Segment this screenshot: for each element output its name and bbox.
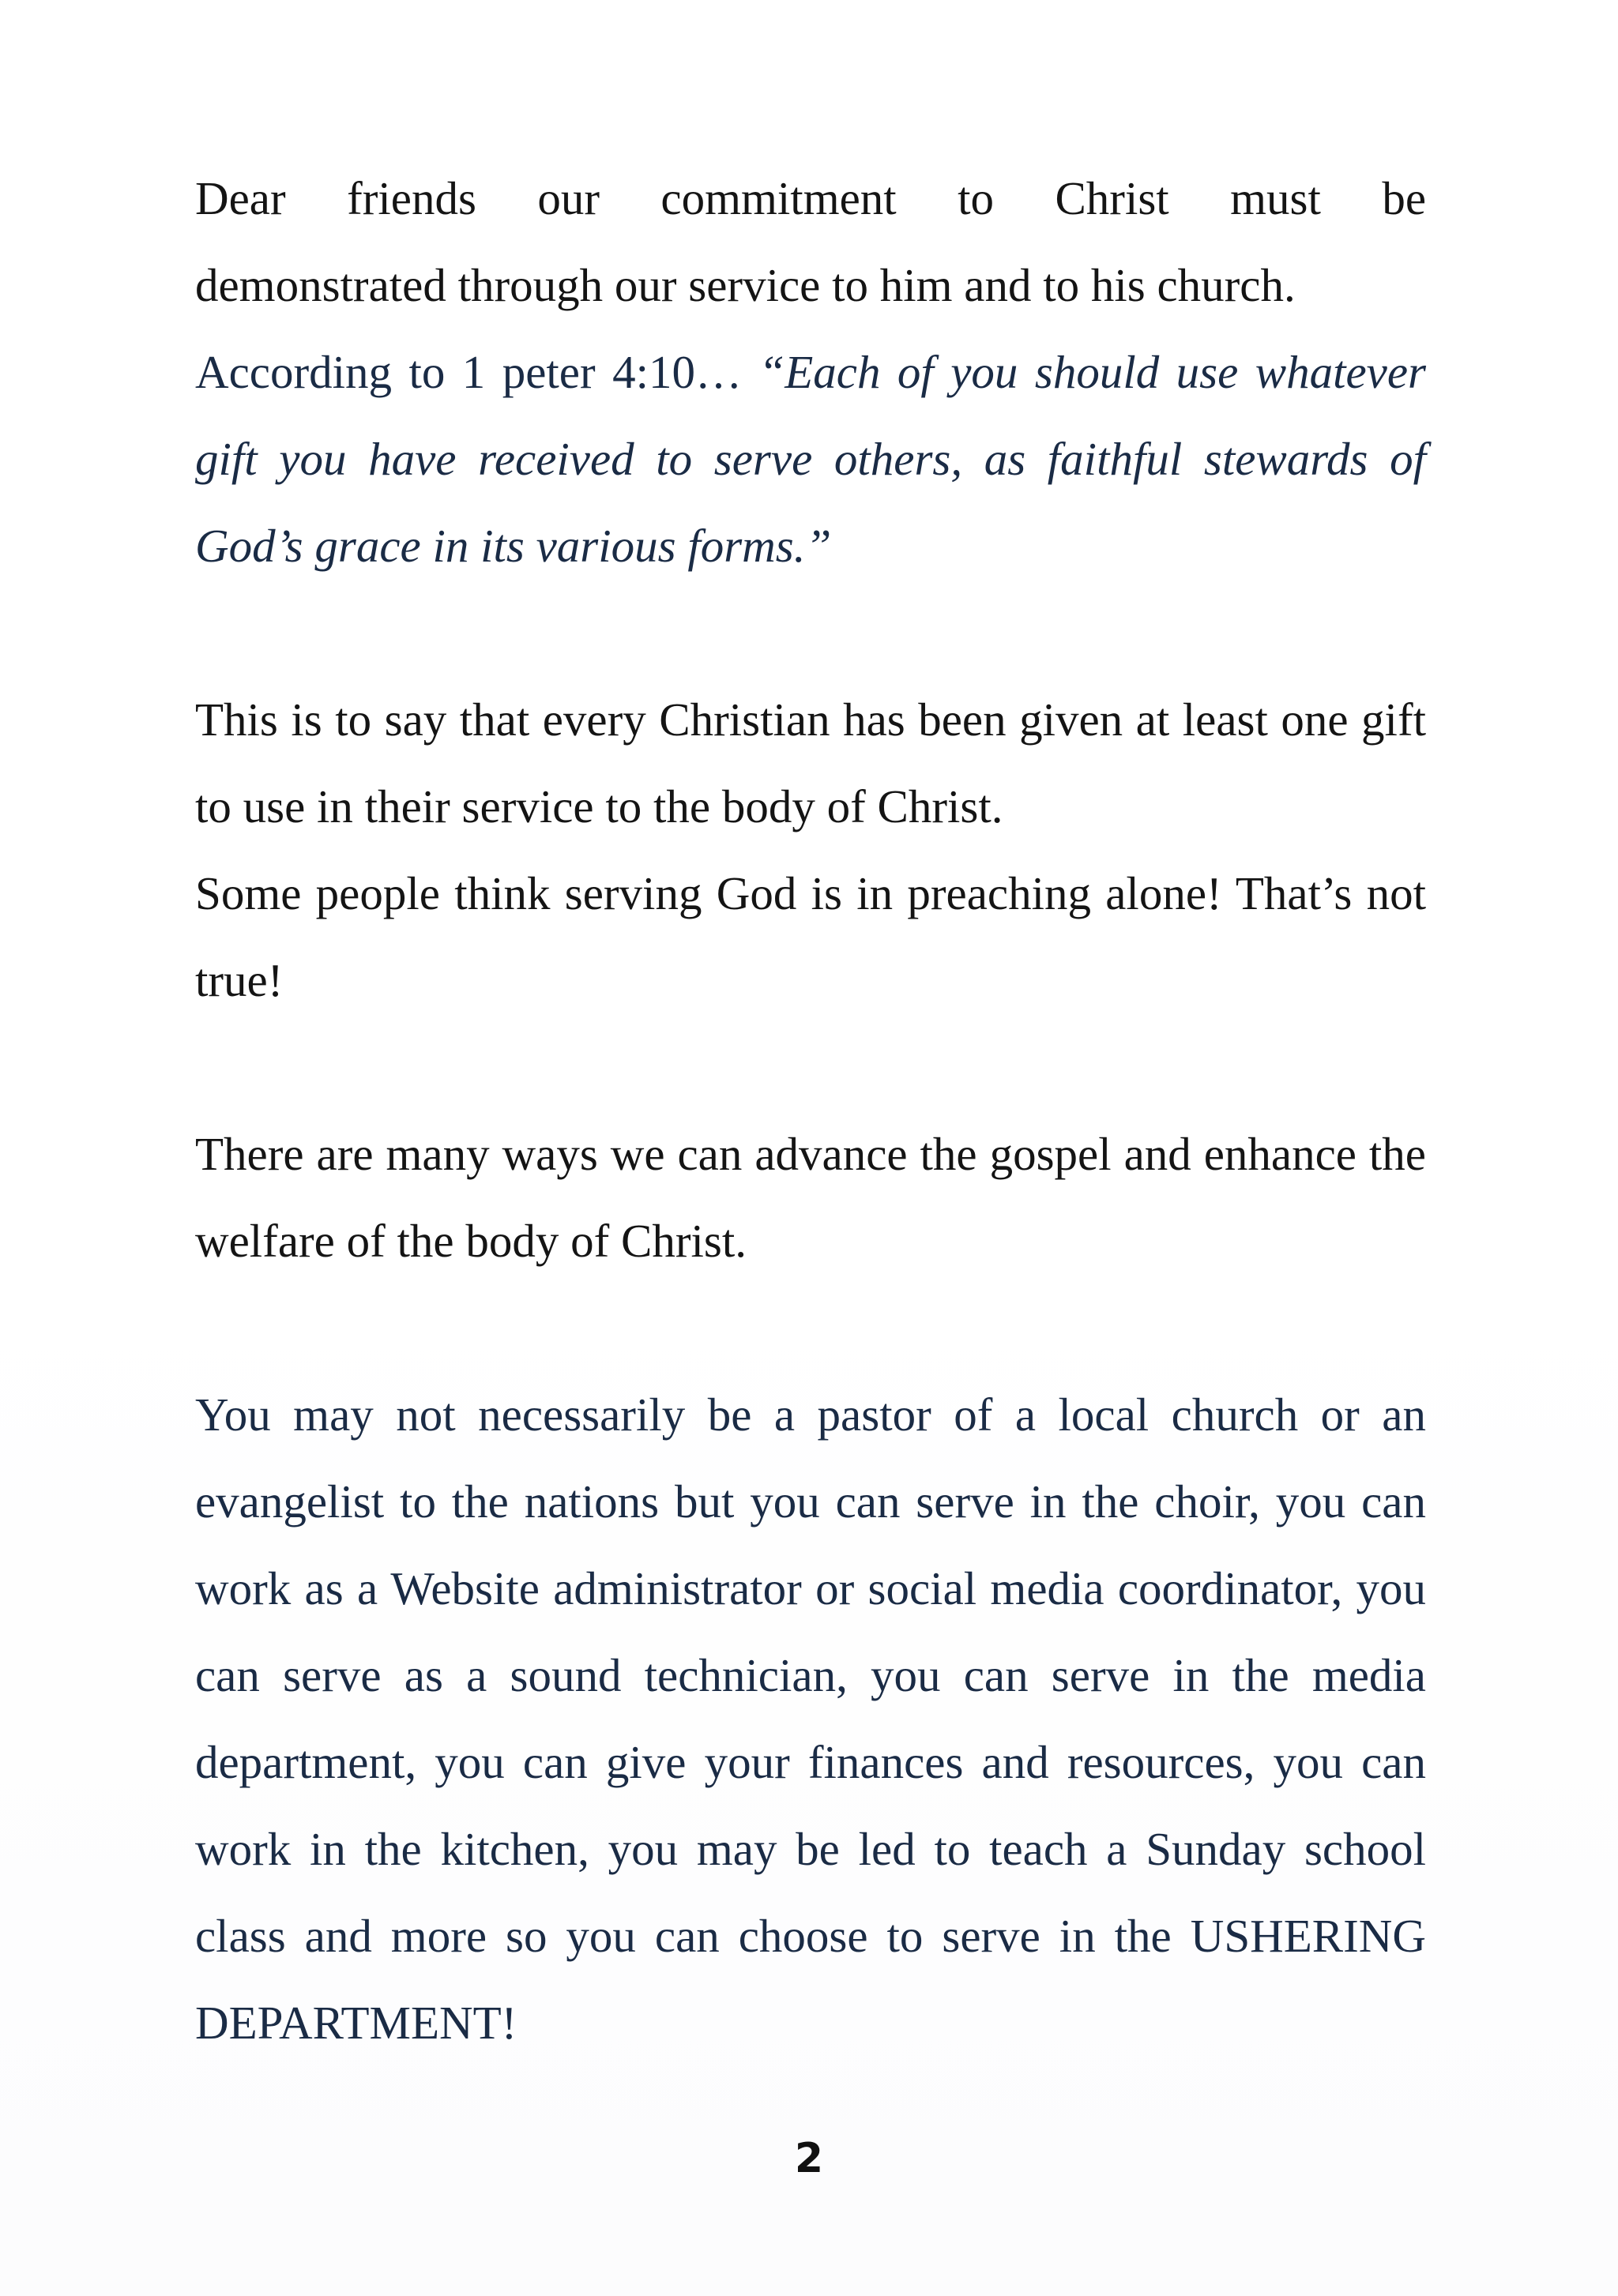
paragraph-preaching: Some people think serving God is in preaching alone! That’s not true!: [195, 867, 1426, 1006]
scripture-reference: According to 1 peter 4:10…: [195, 346, 759, 398]
paragraph-spacer: [195, 589, 1426, 676]
paragraph-commitment-line-2: demonstrated through our service to him and to his church.: [195, 259, 1296, 311]
paragraph-commitment: [195, 155, 1426, 329]
paragraph-gifts: This is to say that every Christian has been given at least one gift to use in their service to the body of Christ.: [195, 693, 1426, 832]
paragraph-spacer: [195, 1024, 1426, 1110]
paragraph-ways: There are many ways we can advance the gospel and enhance the welfare of the body of Christ.: [195, 1128, 1426, 1267]
paragraph-service-options: You may not necessarily be a pastor of a local church or an evangelist to the nations but you can serve in the choir, you can work as a Website administrator or social media coordinator, you can serve as a sound technician, you can serve in the media department, you can give your finances and resources, you can work in the kitchen, you may be led to teach a Sunday school class and more so you can choose to serve in the USHERING DEPARTMENT!: [195, 1388, 1426, 2049]
page-body: [195, 155, 1426, 2066]
scripture-quote: “Each of you should use whatever gift you have received to serve others, as faithful stewards of God’s grace in its various forms.”: [195, 346, 1426, 572]
paragraph-scripture: [195, 329, 1426, 589]
paragraph-commitment-line-1: Dear friends our commitment to Christ must be: [195, 172, 1426, 224]
paragraph-spacer: [195, 1284, 1426, 1371]
page-number: 2: [794, 2135, 824, 2182]
